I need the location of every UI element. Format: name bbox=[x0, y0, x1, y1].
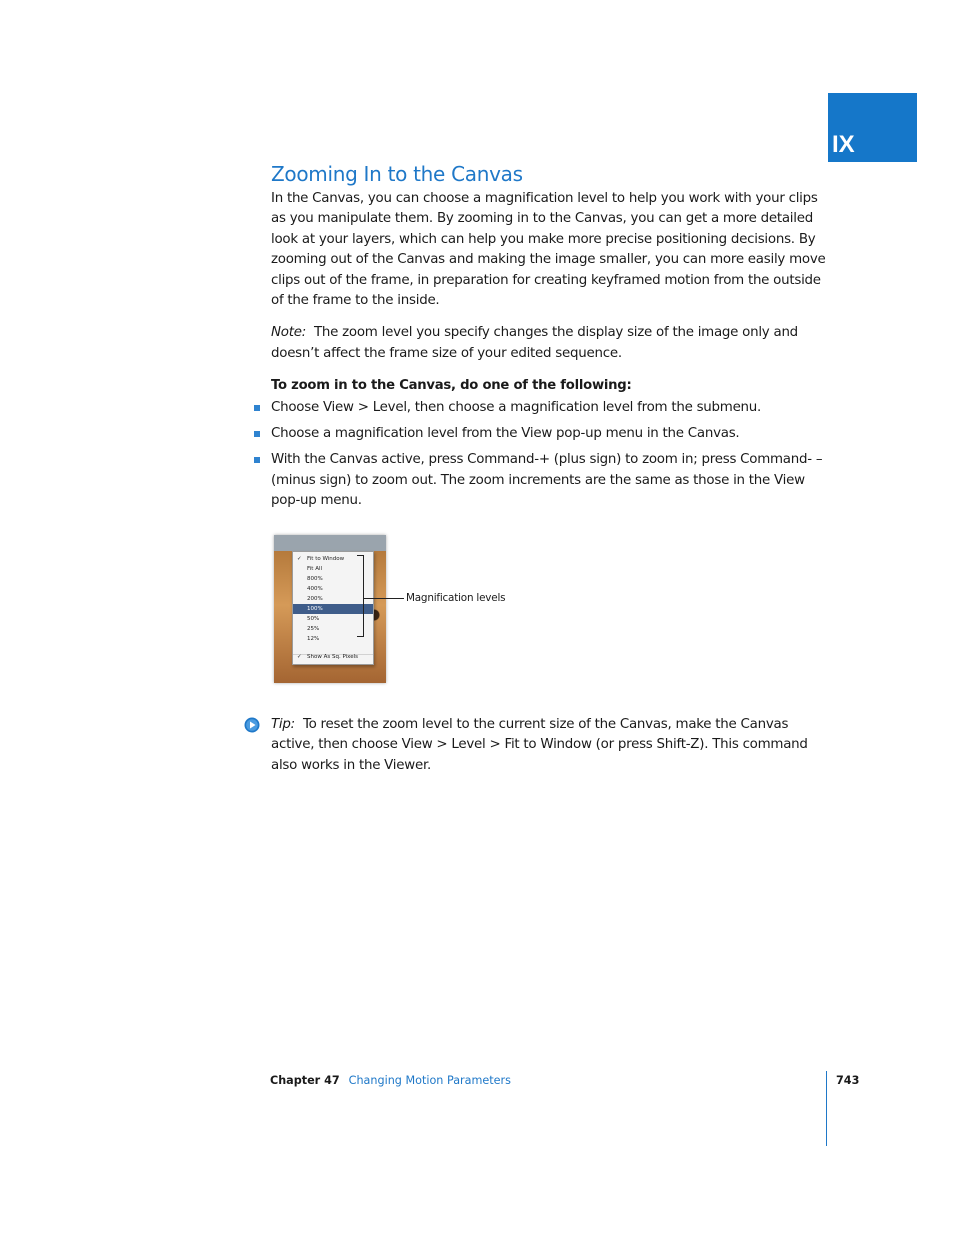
bullet-icon bbox=[254, 405, 260, 411]
menu-item[interactable]: 800% bbox=[307, 575, 323, 582]
section-title: Zooming In to the Canvas bbox=[271, 162, 523, 186]
page-number: 743 bbox=[836, 1074, 860, 1087]
page-footer bbox=[270, 1074, 511, 1087]
figure-view-level-menu bbox=[271, 535, 826, 715]
menu-item[interactable]: 50% bbox=[307, 615, 320, 622]
part-tab-label: IX bbox=[832, 131, 855, 158]
note-paragraph bbox=[271, 323, 826, 364]
list-item bbox=[271, 424, 826, 444]
footer-chapter: Chapter 47 bbox=[270, 1074, 340, 1087]
part-tab bbox=[828, 93, 917, 162]
list-item-text: Choose a magnification level from the View pop-up menu in the Canvas. bbox=[271, 426, 740, 442]
note-text: The zoom level you specify changes the display size of the image only and doesn’t affect the frame size of your edited sequence. bbox=[271, 325, 798, 361]
footer-rule bbox=[826, 1071, 827, 1146]
note-label: Note: bbox=[271, 325, 306, 341]
bullet-icon bbox=[254, 457, 260, 463]
menu-item[interactable]: 12% bbox=[307, 635, 320, 642]
tip-arrow-icon bbox=[244, 717, 260, 733]
procedure-lead: To zoom in to the Canvas, do one of the following: bbox=[271, 378, 632, 394]
menu-item[interactable]: ✓ Fit to Window bbox=[297, 555, 345, 562]
page-content bbox=[271, 160, 826, 776]
tip-paragraph bbox=[271, 715, 826, 776]
list-item bbox=[271, 450, 826, 511]
menu-item[interactable]: 25% bbox=[307, 625, 320, 632]
list-item bbox=[271, 398, 826, 418]
callout-label: Magnification levels bbox=[406, 591, 506, 604]
menu-item[interactable]: 400% bbox=[307, 585, 323, 592]
menu-item[interactable]: 200% bbox=[307, 595, 323, 602]
list-item-text: Choose View > Level, then choose a magnification level from the submenu. bbox=[271, 399, 762, 415]
menu-item[interactable]: Fit All bbox=[307, 565, 323, 572]
intro-paragraph: In the Canvas, you can choose a magnification level to help you work with your clips as you manipulate them. By zooming in to the Canvas, you can get a more detailed look at your layers, which can help you make more precise positioning decisions. By zooming out of the Canvas and making the image smaller, you can more easily move clips out of the frame, in preparation for creating keyframed motion from the outside of the frame to the inside. bbox=[271, 191, 826, 309]
canvas-screenshot bbox=[274, 535, 386, 683]
list-item-text: With the Canvas active, press Command-+ (plus sign) to zoom in; press Command- – (minus sign) to zoom out. The zoom increments are the same as those in the View pop-up menu. bbox=[271, 452, 823, 509]
footer-chapter-title[interactable]: Changing Motion Parameters bbox=[348, 1074, 511, 1087]
bullet-icon bbox=[254, 431, 260, 437]
tip-text: To reset the zoom level to the current size of the Canvas, make the Canvas active, then choose View > Level > Fit to Window (or press Shift-Z). This command also works in the Viewer. bbox=[271, 716, 808, 773]
tip-label: Tip: bbox=[271, 716, 295, 732]
procedure-list bbox=[271, 398, 826, 512]
callout-leader-line bbox=[364, 598, 404, 599]
menu-item-selected[interactable]: 100% bbox=[293, 604, 373, 614]
callout-bracket bbox=[357, 555, 364, 637]
menu-item[interactable]: ✓ Show As Sq. Pixels bbox=[297, 653, 359, 660]
